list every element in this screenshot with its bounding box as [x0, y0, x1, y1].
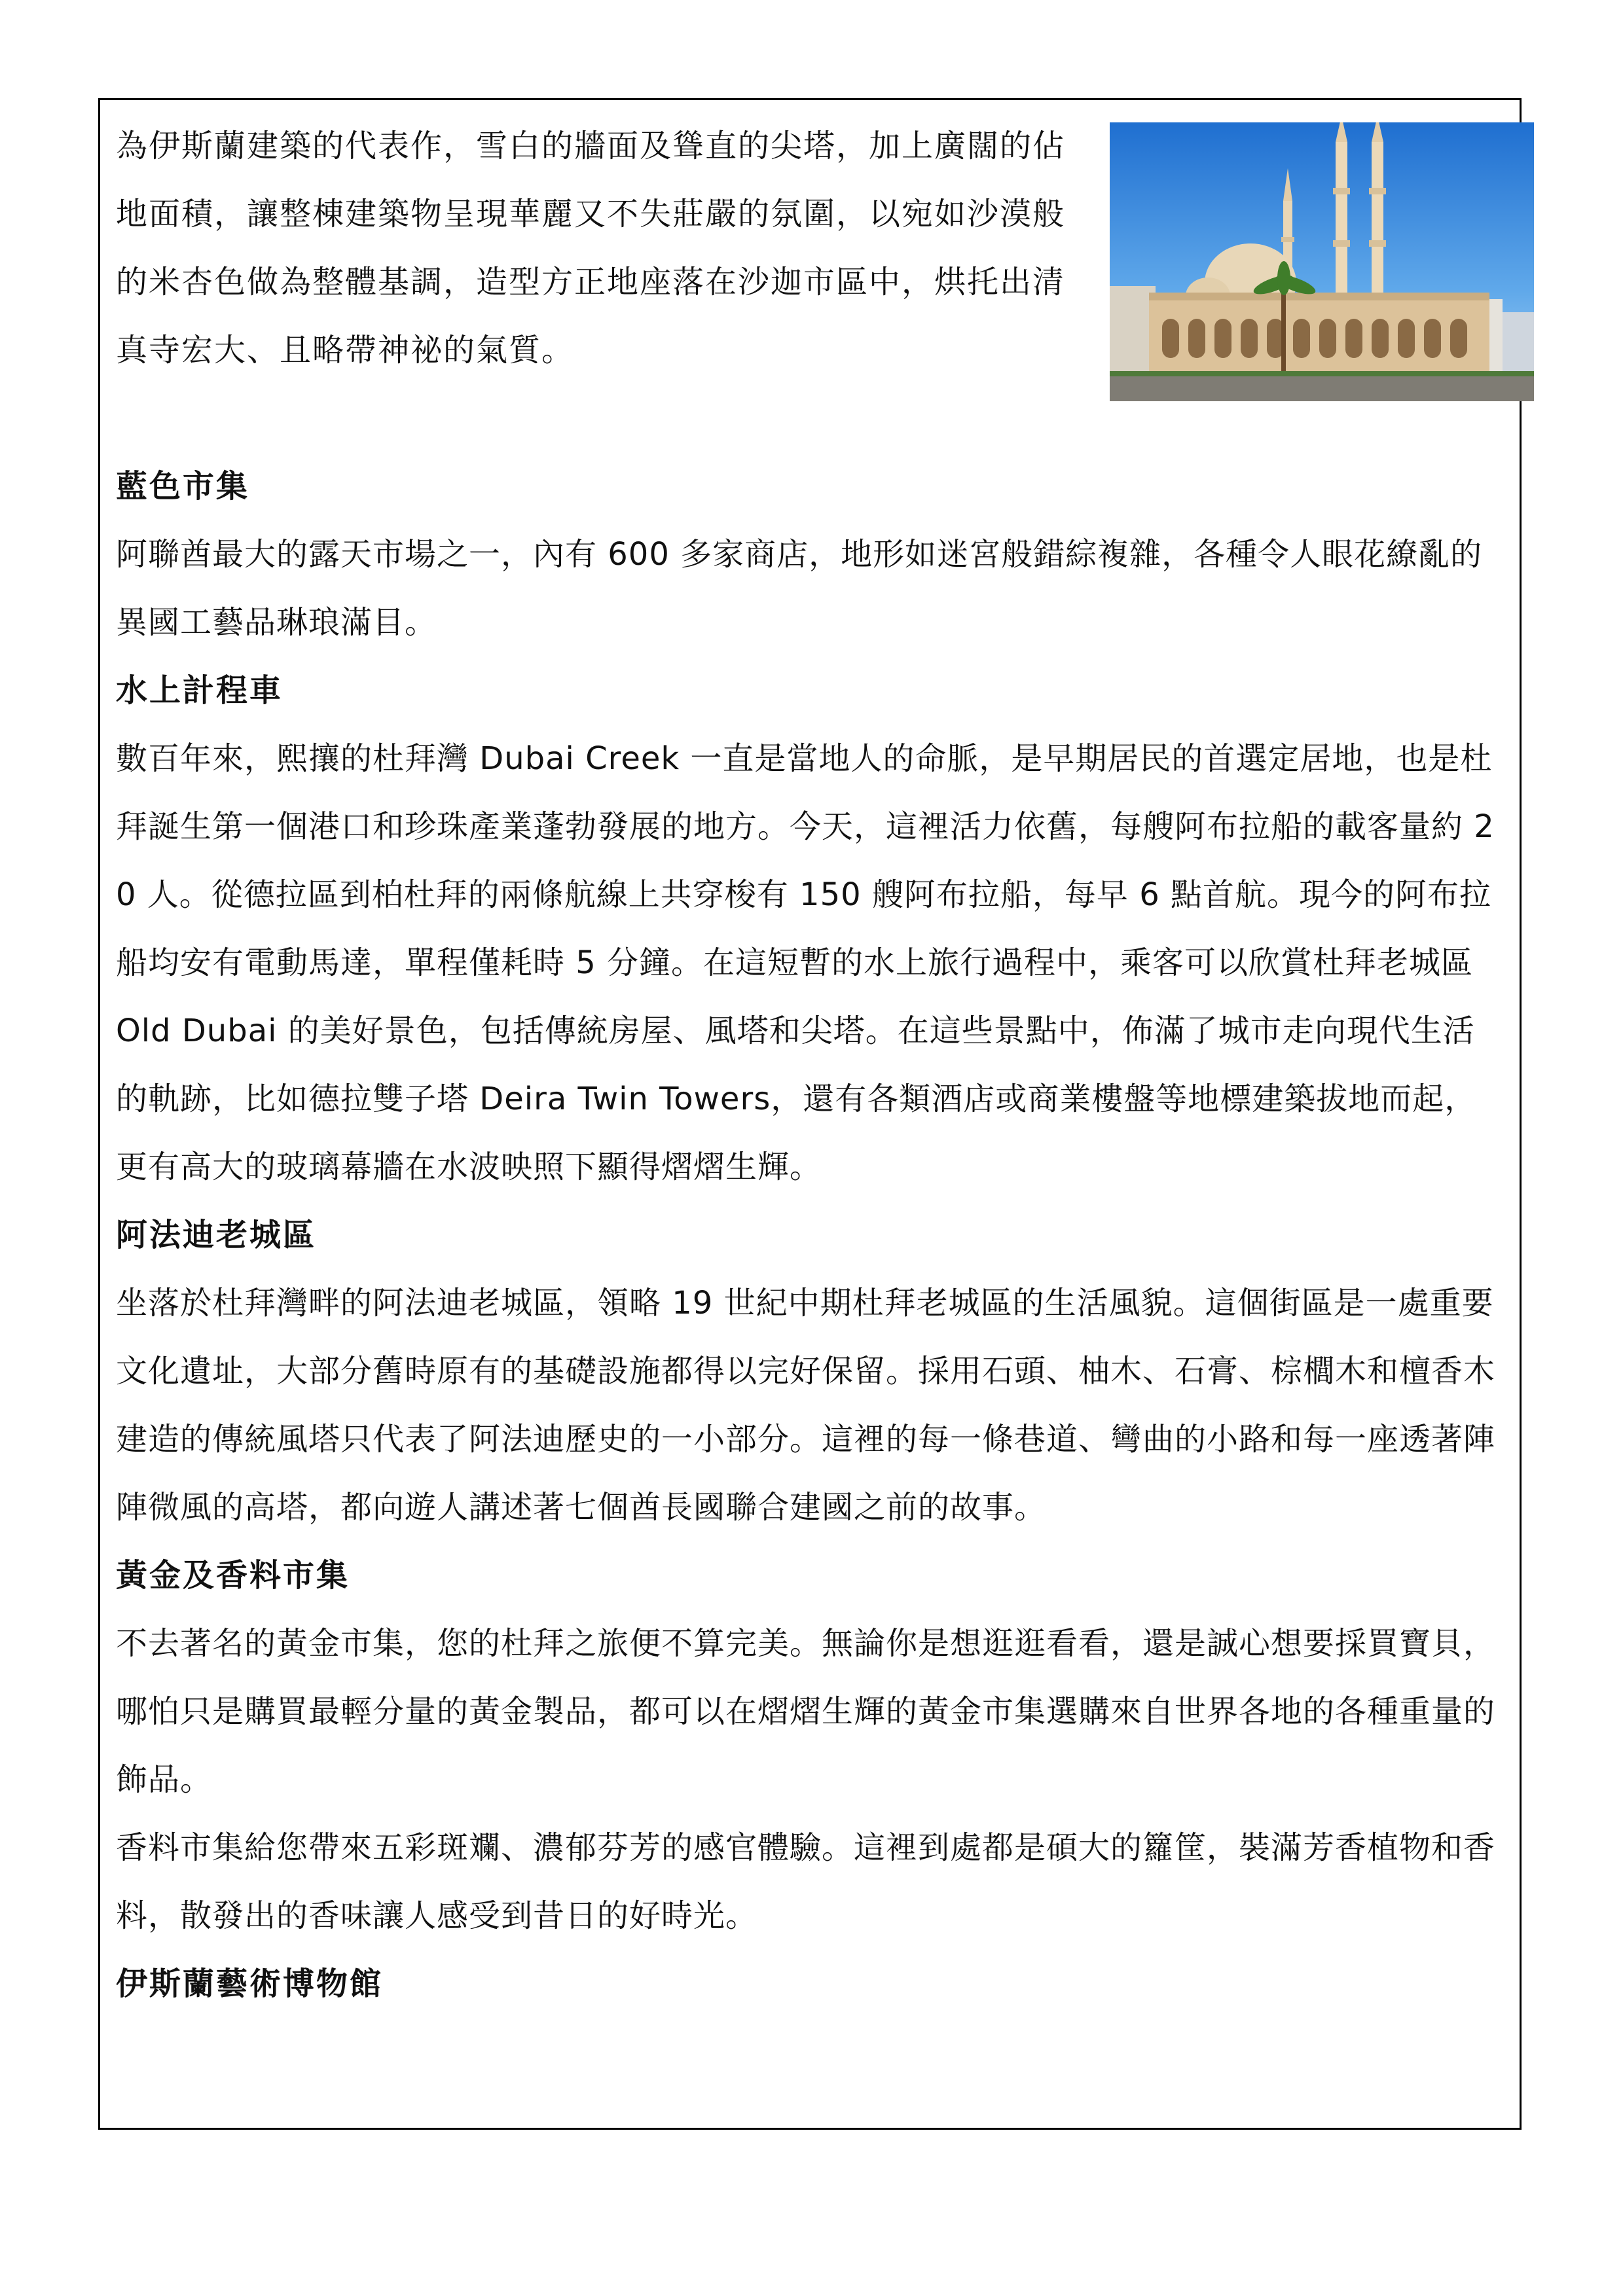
section-paragraph: 阿聯酋最大的露天市場之一，內有 600 多家商店，地形如迷宮般錯綜複雜，各種令人眼花繚亂的異國工藝品琳琅滿目。 [116, 536, 1483, 641]
section-heading: 藍色市集 [116, 468, 250, 505]
mosque-photo [1110, 122, 1534, 401]
section-heading: 黃金及香料市集 [116, 1557, 350, 1594]
document-content [116, 112, 1506, 2018]
section-blue-souk [116, 452, 1506, 656]
document-frame [98, 98, 1522, 2130]
intro-paragraph: 為伊斯蘭建築的代表作，雪白的牆面及聳直的尖塔，加上廣闊的佔地面積，讓整棟建築物呈現華麗又不失莊嚴的氛圍，以宛如沙漠般的米杏色做為整體基調，造型方正地座落在沙迦市區中，烘托出清真寺宏大、且略帶神祕的氣質。 [116, 128, 1066, 368]
intro-block [116, 112, 1506, 452]
section-paragraph: 香料市集給您帶來五彩斑斕、濃郁芬芳的感官體驗。這裡到處都是碩大的籮筐，裝滿芳香植物和香料，散發出的香味讓人感受到昔日的好時光。 [116, 1829, 1496, 1934]
section-heading: 水上計程車 [116, 672, 283, 709]
section-al-fahidi [116, 1201, 1506, 1541]
section-gold-spice-souk [116, 1541, 1506, 1950]
section-islamic-art-museum [116, 1950, 1506, 2018]
section-heading: 阿法迪老城區 [116, 1217, 317, 1253]
section-paragraph: 不去著名的黃金市集，您的杜拜之旅便不算完美。無論你是想逛逛看看，還是誠心想要採買寶貝，哪怕只是購買最輕分量的黃金製品，都可以在熠熠生輝的黃金市集選購來自世界各地的各種重量的飾品。 [116, 1625, 1496, 1798]
section-water-taxi [116, 656, 1506, 1201]
section-paragraph: 數百年來，熙攘的杜拜灣 Dubai Creek 一直是當地人的命脈，是早期居民的首選定居地，也是杜拜誕生第一個港口和珍珠產業蓬勃發展的地方。今天，這裡活力依舊，每艘阿布拉船的載客量約 20 人。從德拉區到柏杜拜的兩條航線上共穿梭有 150 艘阿布拉船，每早 6 點首航。現今的阿布拉船均安有電動馬達，單程僅耗時 5 分鐘。在這短暫的水上旅行過程中，乘客可以欣賞杜拜老城區 Old Dubai 的美好景色，包括傳統房屋、風塔和尖塔。在這些景點中，佈滿了城市走向現代生活的軌跡，比如德拉雙子塔 Deira Twin Towers，還有各類酒店或商業樓盤等地標建築拔地而起，更有高大的玻璃幕牆在水波映照下顯得熠熠生輝。 [116, 740, 1495, 1185]
section-heading: 伊斯蘭藝術博物館 [116, 1965, 384, 2002]
section-paragraph: 坐落於杜拜灣畔的阿法迪老城區，領略 19 世紀中期杜拜老城區的生活風貌。這個街區是一處重要文化遺址，大部分舊時原有的基礎設施都得以完好保留。採用石頭、柚木、石膏、棕櫚木和檀香木建造的傳統風塔只代表了阿法迪歷史的一小部分。這裡的每一條巷道、彎曲的小路和每一座透著陣陣微風的高塔，都向遊人講述著七個酋長國聯合建國之前的故事。 [116, 1285, 1496, 1526]
